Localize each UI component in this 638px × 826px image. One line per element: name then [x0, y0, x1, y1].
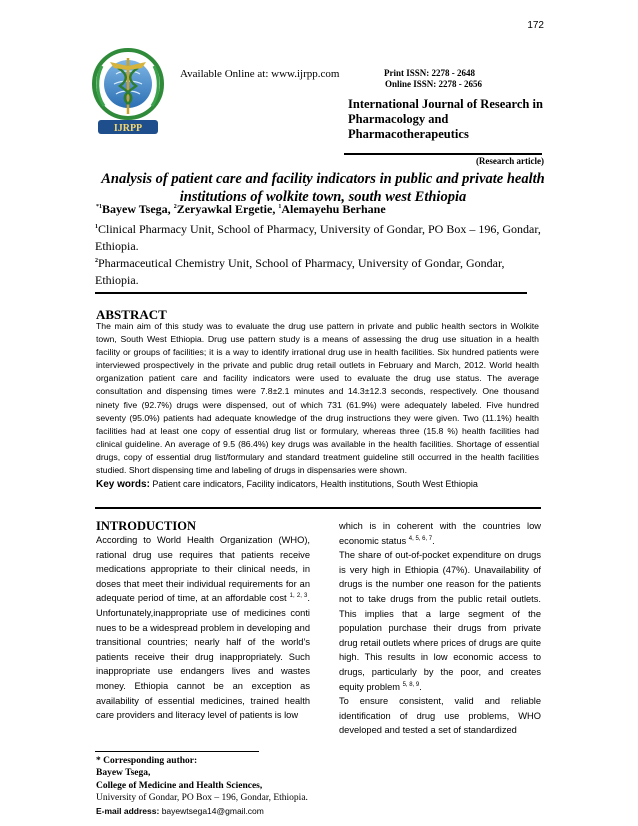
introduction-column-2: which is in coherent with the countries low economic status $^{4, 5, 6, 7}$. The share of out-of-pocket expenditure on drugs is very high in Ethiopia (47%). Unavailability of drugs is the number one reason for the patients not to take drugs from the public retail outlets. This implies that a large segment of the population purchase their drugs from private drug retail outlets where prices of drugs are quite high. This results in low economic access to drugs, particularly by the poor, and creates equity problem $^{5, 8, 9}$. To ensure consistent, valid and reliable identification of drug use problems, WHO developed and tested a set of standardized [339, 521, 541, 736]
corresponding-author-footnote [96, 755, 308, 817]
introduction-heading: INTRODUCTION [96, 519, 197, 533]
abstract-heading: ABSTRACT [96, 307, 167, 322]
header-divider [95, 292, 527, 294]
author-list [96, 202, 386, 217]
article-title: Analysis of patient care and facility indicators in public and private health institutions of wolkite town, south west Ethiopia [101, 171, 545, 205]
affiliation-2: $^2$Pharmaceutical Chemistry Unit, School of Pharmacy, University of Gondar, Gondar, Ethiopia. [95, 256, 505, 287]
online-issn: Online ISSN: 2278 - 2656 [385, 79, 483, 89]
issn-block [384, 68, 482, 90]
keywords [96, 479, 539, 490]
introduction-column-1: According to World Health Organization (WHO), rational drug use requires that patients receive medications appropriate to their clinical needs, in doses that meet their individual requirements for an adequate period of time, at an affordable cost $^{1, 2, 3}$. Unfortunately,inappropriate use of medicines conti nues to be a widespread problem in developing and transitional countries; nearly half of the world’s patients receive their drug inappropriately. Such inappropriate use endangers lives and wastes money. Ethiopia cannot be an exception as availability of essential medicines, trained health care providers and literacy level of patients is low [96, 535, 310, 721]
author-1: Bayew Tsega, [102, 202, 171, 216]
keywords-label: Key words: [96, 479, 150, 490]
footnote-label: * Corresponding author: [96, 756, 198, 766]
available-online-text: Available Online at: www.ijrpp.com [180, 68, 340, 80]
print-issn: Print ISSN: 2278 - 2648 [384, 68, 476, 78]
journal-logo [88, 44, 168, 140]
author-1-mark: *1 [96, 204, 102, 210]
footnote-name: Bayew Tsega, [96, 768, 151, 779]
journal-title-divider [344, 153, 542, 155]
page-number: 172 [527, 20, 544, 31]
journal-title: International Journal of Research in Pharmacology and Pharmacotherapeutics [348, 97, 543, 141]
affiliations [95, 221, 545, 289]
footnote-email-line: E-mail address: bayewtsega14@gmail.com [96, 805, 264, 816]
logo-text: IJRPP [113, 123, 143, 134]
author-3: Alemayehu Berhane [281, 202, 386, 216]
footnote-divider [95, 751, 259, 752]
footnote-college: College of Medicine and Health Sciences, [96, 780, 263, 791]
footnote-address: University of Gondar, PO Box – 196, Gondar, Ethiopia. [96, 793, 308, 804]
abstract-body: The main aim of this study was to evaluate the drug use pattern in private and public health sectors in Wolkite town, South West Ethiopia. Drug use pattern study is a means of assessing the drug use situation in a health facility or groups of facilities; it is a way to identify irrational drug use in health facilities. Six hundred patients were interviewed prospectively in the private and public drug retail outlets in February and March, 2012. World health organization patient care and facility indicators were used to evaluate the drug use status. The average consultation and dispensing times were 7.8±2.1 minutes and 14.3±12.3 seconds, respectively. One thousand ninety five (92.7%) drugs were dispensed, out of which 731 (61.9%) were adequately labeled. Five hundred seventy (95.0%) patients had adequate knowledge of the drug instructions they were given. Two (11.1%) health facilities had at least one copy of essential drug list or formulary, whereas three (15.8 %) health facilities had clinical guideline. An average of 9.5 (86.4%) key drugs was available in the health facilities. Shortage of essential drugs, copy of essential drug list/formulary and standard treatment guideline still occurred in the health facilities studied. Short dispensing time and labeling of drugs in dispensaries were shown. [96, 321, 539, 476]
email-link[interactable]: bayewtsega14@gmail.com [161, 805, 264, 816]
article-type: (Research article) [475, 156, 544, 166]
keywords-text: Patient care indicators, Facility indicators, Health institutions, South West Ethiopia [152, 479, 478, 489]
author-2: Zeryawkal Ergetie, [176, 202, 276, 216]
author-2-mark: 2 [173, 204, 177, 210]
author-3-mark: 1 [278, 204, 282, 210]
affiliation-1: $^1$Clinical Pharmacy Unit, School of Pharmacy, University of Gondar, PO Box – 196, Gondar, Ethiopia. [95, 222, 541, 253]
abstract-divider [95, 507, 541, 509]
